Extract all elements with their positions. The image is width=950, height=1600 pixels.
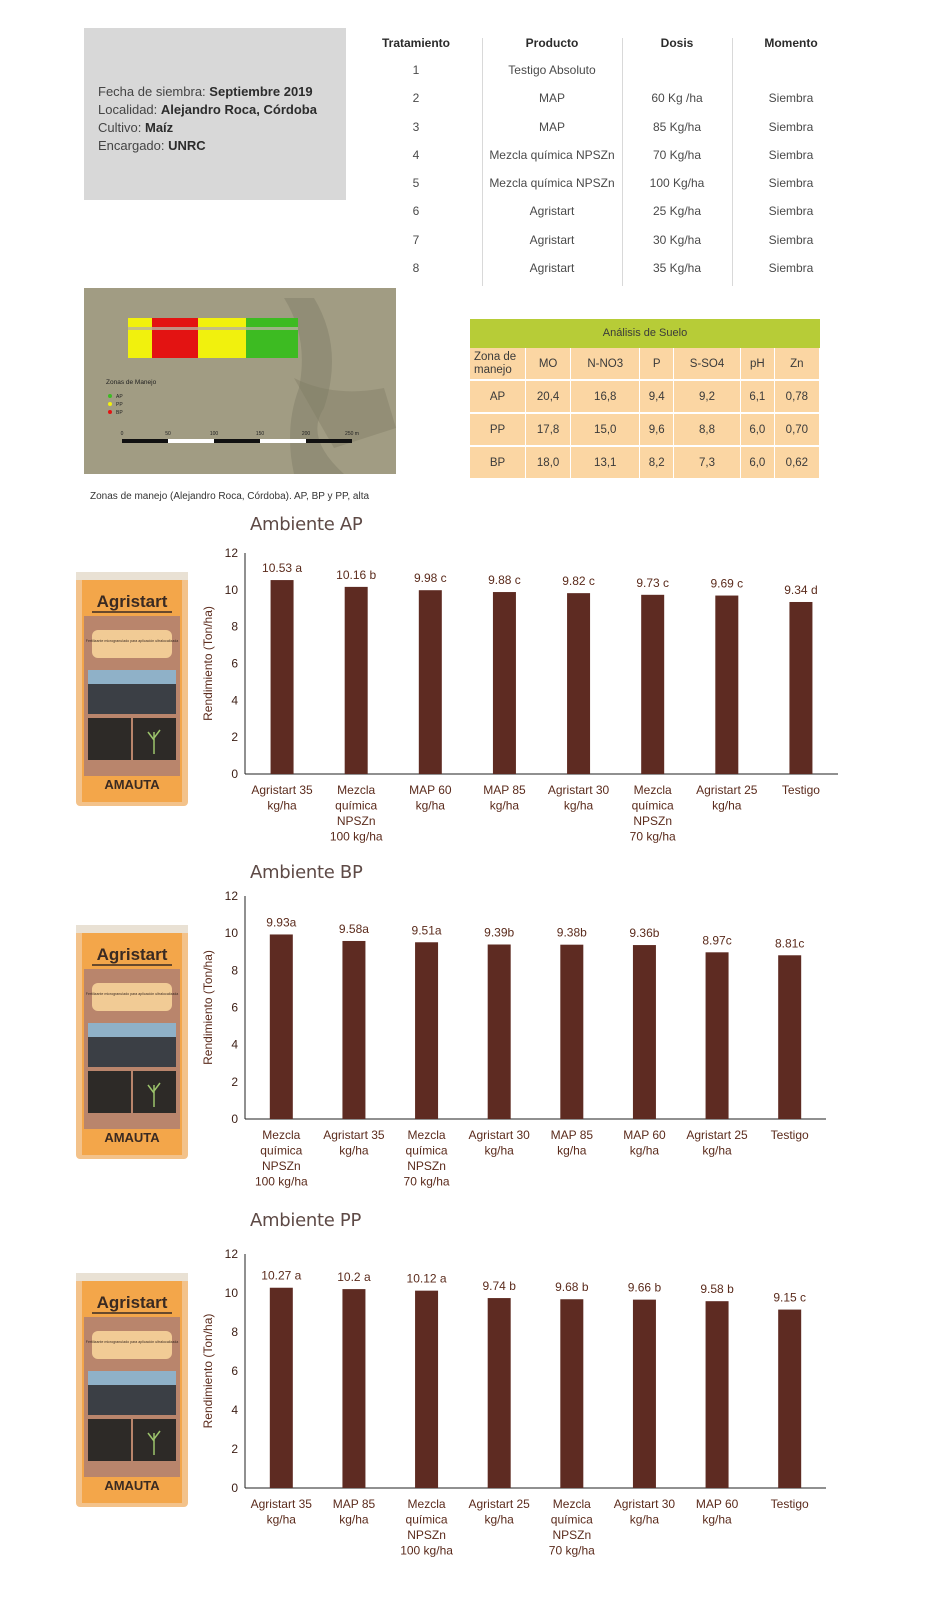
x-category-label: kg/ha	[339, 1512, 369, 1527]
soil-row	[470, 381, 820, 414]
bar-value-label: 9.69 c	[710, 576, 744, 591]
x-category-label: 70 kg/ha	[629, 829, 676, 844]
soil-cell: 0,62	[775, 447, 820, 480]
x-category-label: Testigo	[770, 1128, 809, 1142]
soil-header-cell: S-SO4	[674, 348, 741, 381]
y-tick-label: 8	[231, 1325, 238, 1339]
treatments-cell: 30 Kg/ha	[652, 232, 702, 247]
treatments-cell: MAP	[538, 119, 565, 134]
bag-photo-sky	[88, 670, 176, 684]
y-tick-label: 12	[224, 546, 238, 560]
soil-analysis-table	[470, 319, 820, 480]
treatments-cell: 35 Kg/ha	[652, 261, 702, 276]
y-tick-label: 10	[224, 1286, 238, 1300]
soil-header-cell: Zn	[775, 348, 820, 381]
zone-strips	[128, 318, 298, 358]
treatments-cell: 7	[412, 232, 420, 247]
treatments-cell: MAP	[538, 91, 565, 106]
bar	[633, 1300, 656, 1488]
encargado-line	[98, 137, 317, 155]
x-category-label: kg/ha	[484, 1143, 514, 1158]
x-category-label: MAP 85	[550, 1128, 594, 1142]
soil-table-title: Análisis de Suelo	[470, 319, 820, 348]
y-tick-label: 6	[231, 1364, 238, 1378]
x-category-label: NPSZn	[407, 1528, 446, 1542]
bag-photo-2	[88, 1419, 131, 1461]
x-category-label: MAP 60	[623, 1128, 666, 1142]
bag-brand-text: Agristart	[96, 945, 168, 964]
x-category-label: Agristart 30	[547, 783, 610, 797]
treatments-header-cell: Momento	[764, 36, 818, 50]
cultivo-label: Cultivo:	[98, 120, 142, 135]
bar-value-label: 9.74 b	[482, 1279, 516, 1294]
x-category-label: Mezcla	[552, 1497, 591, 1511]
treatments-cell: 5	[412, 176, 420, 191]
x-category-label: MAP 60	[695, 1497, 739, 1511]
x-category-label: Mezcla	[407, 1497, 446, 1511]
localidad-label: Localidad:	[98, 102, 158, 117]
encargado-label: Encargado:	[98, 138, 165, 153]
x-category-label: kg/ha	[267, 798, 297, 813]
soil-cell: 9,6	[640, 414, 674, 447]
bar	[493, 592, 516, 774]
soil-cell: 8,2	[640, 447, 674, 480]
y-tick-label: 10	[224, 582, 238, 597]
x-category-label: Testigo	[781, 783, 820, 797]
bar	[789, 602, 812, 774]
x-category-label: kg/ha	[629, 1143, 660, 1158]
legend-bp-label: BP	[116, 410, 123, 416]
x-category-label: química	[405, 1512, 448, 1527]
soil-cell: 16,8	[571, 381, 640, 414]
y-axis-label: Rendimiento (Ton/ha)	[201, 1313, 215, 1429]
treatments-cell: 100 Kg/ha	[649, 176, 705, 191]
chart-title-pp: Ambiente PP	[250, 1210, 362, 1231]
x-category-label: MAP 85	[332, 1497, 376, 1511]
x-category-label: MAP 85	[483, 783, 526, 797]
x-category-label: kg/ha	[484, 1512, 514, 1527]
bar-value-label: 9.38b	[556, 925, 587, 940]
bag-desc-box	[92, 630, 172, 658]
treatments-cell: 8	[412, 261, 420, 276]
x-category-label: Mezcla	[407, 1128, 446, 1142]
bar	[706, 1301, 729, 1488]
x-category-label: kg/ha	[563, 798, 594, 813]
bag-seal	[76, 1273, 188, 1281]
bar	[715, 596, 738, 774]
bag-photo-2	[88, 1071, 131, 1113]
x-category-label: Agristart 35	[251, 783, 313, 797]
x-category-label: 70 kg/ha	[403, 1174, 450, 1189]
bar-value-label: 9.15 c	[773, 1290, 807, 1305]
bar-value-label: 9.39b	[484, 925, 515, 940]
scale-label: 150	[255, 431, 265, 437]
soil-cell: 0,70	[775, 414, 820, 447]
yield-chart-pp	[190, 1247, 850, 1567]
treatments-cell: Siembra	[768, 119, 814, 134]
x-category-label: kg/ha	[712, 798, 742, 813]
bag-maker-text: AMAUTA	[104, 1478, 160, 1493]
treatments-cell: Siembra	[768, 147, 814, 162]
treatments-header-cell: Tratamiento	[381, 36, 450, 50]
y-tick-label: 4	[231, 1403, 238, 1417]
bar	[706, 952, 729, 1119]
bar	[415, 942, 438, 1119]
management-zones-map	[84, 288, 396, 474]
bag-brand-text: Agristart	[96, 1293, 168, 1312]
bar-value-label: 9.51a	[411, 923, 442, 938]
soil-header-cell: N-NO3	[571, 348, 640, 381]
soil-cell: 18,0	[526, 447, 571, 480]
scale-label: 250 m	[345, 431, 359, 437]
treatments-cell: Siembra	[768, 232, 814, 247]
encargado-value: UNRC	[168, 138, 206, 153]
treatments-column	[622, 30, 732, 292]
bag-brand-text: Agristart	[96, 592, 168, 611]
soil-header-cell: pH	[741, 348, 775, 381]
y-tick-label: 0	[231, 1112, 238, 1126]
treatments-column	[370, 30, 462, 292]
treatments-cell: Testigo Absoluto	[508, 63, 596, 77]
bag-desc-text: Fertilizante microgranulado para aplicación ultralocalizada	[85, 1340, 179, 1344]
zone-ap	[246, 318, 298, 358]
y-tick-label: 2	[231, 730, 238, 745]
treatments-cell: 2	[412, 91, 420, 106]
zone-pp	[198, 318, 246, 358]
soil-cell: 17,8	[526, 414, 571, 447]
bag-photo-sky	[88, 1371, 176, 1385]
treatments-cell: Mezcla química NPSZn	[489, 176, 615, 191]
cultivo-value: Maíz	[144, 120, 174, 135]
soil-row	[470, 414, 820, 447]
y-tick-label: 10	[224, 926, 238, 941]
bar	[778, 1310, 801, 1488]
x-category-label: kg/ha	[702, 1512, 732, 1527]
treatments-header-cell: Producto	[525, 36, 579, 50]
bag-photo-2	[88, 718, 131, 760]
x-category-label: kg/ha	[629, 1512, 660, 1527]
bar-value-label: 9.93a	[266, 915, 297, 930]
x-category-label: Mezcla	[262, 1128, 301, 1142]
bar-value-label: 10.53 a	[262, 561, 303, 576]
bar	[270, 1288, 293, 1488]
y-axis-label: Rendimiento (Ton/ha)	[201, 950, 215, 1065]
bar-value-label: 8.81c	[775, 936, 805, 951]
x-category-label: Agristart 30	[613, 1497, 676, 1511]
y-tick-label: 6	[231, 1000, 238, 1015]
bar-value-label: 9.98 c	[413, 571, 447, 586]
bag-seal	[76, 572, 188, 580]
x-category-label: química	[631, 798, 674, 813]
x-category-label: kg/ha	[702, 1143, 732, 1158]
bar-value-label: 9.36b	[629, 926, 660, 941]
soil-cell: 7,3	[674, 447, 741, 480]
bar-value-label: 10.16 b	[336, 567, 377, 582]
x-category-label: química	[405, 1143, 448, 1158]
fecha-value: Septiembre 2019	[209, 84, 313, 99]
agristart-bag-image	[70, 925, 194, 1163]
x-category-label: kg/ha	[557, 1143, 587, 1158]
x-category-label: 100 kg/ha	[254, 1174, 308, 1189]
bar	[270, 934, 293, 1119]
y-tick-label: 4	[231, 1037, 238, 1052]
soil-cell: 15,0	[571, 414, 640, 447]
y-tick-label: 6	[231, 656, 238, 671]
bar-value-label: 9.68 b	[555, 1280, 589, 1295]
x-category-label: NPSZn	[552, 1528, 592, 1542]
soil-cell: PP	[470, 414, 526, 447]
soil-cell: 6,1	[741, 381, 775, 414]
x-category-label: Testigo	[770, 1497, 809, 1511]
bar-value-label: 10.27 a	[261, 1268, 302, 1283]
bag-maker-text: AMAUTA	[104, 1130, 160, 1145]
y-tick-label: 2	[231, 1442, 238, 1456]
x-category-label: química	[335, 798, 378, 813]
bar-value-label: 8.97c	[702, 933, 732, 948]
treatments-cell: 70 Kg/ha	[652, 147, 702, 162]
trial-info-lines	[98, 83, 317, 155]
bar-value-label: 9.66 b	[627, 1280, 662, 1295]
bar-value-label: 10.2 a	[337, 1270, 371, 1285]
y-tick-label: 4	[231, 693, 238, 708]
treatments-cell: Agristart	[529, 261, 575, 276]
bar-value-label: 9.34 d	[784, 582, 818, 597]
zone-divider	[128, 327, 298, 330]
scale-label: 200	[301, 431, 311, 437]
map-legend-title: Zonas de Manejo	[106, 379, 157, 386]
bar-value-label: 9.82 c	[562, 574, 595, 589]
x-category-label: kg/ha	[415, 798, 445, 813]
map-drawing	[84, 288, 396, 474]
y-tick-label: 12	[224, 1247, 238, 1261]
bag-desc-box	[92, 983, 172, 1011]
x-category-label: Mezcla	[337, 783, 376, 797]
y-tick-label: 8	[231, 963, 238, 978]
bar-value-label: 9.58a	[338, 921, 369, 936]
bar	[415, 1291, 438, 1488]
soil-header-cell: P	[640, 348, 674, 381]
y-tick-label: 12	[224, 889, 238, 903]
bar-value-label: 10.12 a	[406, 1271, 447, 1286]
soil-cell: AP	[470, 381, 526, 414]
bar	[342, 941, 365, 1119]
y-tick-label: 8	[231, 619, 238, 634]
x-category-label: Agristart 35	[323, 1128, 385, 1142]
zone-bp	[152, 318, 198, 358]
localidad-line	[98, 101, 317, 119]
bag-desc-box	[92, 1331, 172, 1359]
fecha-label: Fecha de siembra:	[98, 84, 206, 99]
x-category-label: Agristart 30	[468, 1128, 530, 1142]
y-axis-label: Rendimiento (Ton/ha)	[201, 606, 215, 721]
bar	[488, 945, 511, 1119]
scale-label: 100	[209, 431, 219, 437]
treatments-cell: Siembra	[768, 204, 814, 219]
scale-bar	[122, 439, 352, 443]
treatments-cell: 85 Kg/ha	[652, 119, 702, 134]
treatments-cell: Agristart	[529, 204, 575, 219]
soil-cell: 6,0	[741, 414, 775, 447]
treatments-table	[370, 30, 850, 292]
x-category-label: kg/ha	[489, 798, 520, 813]
x-category-label: kg/ha	[339, 1143, 369, 1158]
bar	[488, 1298, 511, 1488]
legend-bp-dot	[108, 410, 112, 414]
soil-cell: 6,0	[741, 447, 775, 480]
x-category-label: MAP 60	[409, 783, 452, 797]
bar	[633, 945, 656, 1119]
x-category-label: 100 kg/ha	[400, 1543, 453, 1558]
y-tick-label: 0	[231, 767, 238, 781]
soil-cell: 8,8	[674, 414, 741, 447]
treatments-cell: 3	[412, 119, 420, 134]
x-category-label: kg/ha	[266, 1512, 296, 1527]
bar-value-label: 9.58 b	[700, 1282, 734, 1297]
bag-desc-text: Fertilizante microgranulado para aplicación ultralocalizada	[85, 639, 179, 643]
treatments-cell: Siembra	[768, 261, 814, 276]
treatments-cell: Agristart	[529, 232, 575, 247]
soil-cell: 0,78	[775, 381, 820, 414]
bar-value-label: 9.88 c	[488, 573, 521, 588]
soil-cell: 20,4	[526, 381, 571, 414]
treatments-cell: 60 Kg /ha	[651, 91, 703, 106]
soil-cell: 9,4	[640, 381, 674, 414]
soil-cell: 13,1	[571, 447, 640, 480]
soil-cell: 9,2	[674, 381, 741, 414]
bar	[560, 1299, 583, 1488]
soil-cell: BP	[470, 447, 526, 480]
trial-info-box	[84, 28, 346, 200]
bar	[345, 587, 368, 774]
bar	[419, 590, 442, 774]
x-category-label: NPSZn	[261, 1159, 301, 1173]
treatments-cell: 6	[412, 204, 420, 219]
zone-ap-pp	[128, 318, 152, 358]
x-category-label: Agristart 25	[468, 1497, 530, 1511]
legend-ap-dot	[108, 394, 112, 398]
y-tick-label: 2	[231, 1074, 238, 1089]
localidad-value: Alejandro Roca, Córdoba	[160, 102, 317, 117]
x-category-label: NPSZn	[336, 814, 376, 828]
treatments-cell: Siembra	[768, 176, 814, 191]
agristart-bag-image	[70, 1273, 194, 1511]
x-category-label: NPSZn	[633, 814, 673, 828]
treatments-cell	[732, 56, 850, 84]
x-category-label: Agristart 25	[686, 1128, 748, 1142]
x-category-label: química	[550, 1512, 593, 1527]
legend-pp-label: PP	[116, 402, 123, 408]
treatments-cell: Mezcla química NPSZn	[489, 147, 615, 162]
y-tick-label: 0	[231, 1481, 238, 1495]
chart-title-bp: Ambiente BP	[250, 862, 363, 883]
bar	[560, 945, 583, 1119]
chart-title-ap: Ambiente AP	[250, 514, 363, 535]
x-category-label: 70 kg/ha	[548, 1543, 595, 1558]
legend-ap-label: AP	[116, 394, 123, 400]
x-category-label: 100 kg/ha	[329, 829, 383, 844]
yield-chart-ap	[190, 545, 850, 855]
bag-photo-sky	[88, 1023, 176, 1037]
bar	[641, 595, 664, 774]
yield-chart-bp	[190, 890, 850, 1200]
soil-row	[470, 447, 820, 480]
treatments-cell: 1	[412, 63, 420, 77]
treatments-cell: 25 Kg/ha	[652, 204, 702, 219]
treatments-header-cell: Dosis	[660, 36, 694, 50]
bar	[342, 1289, 365, 1488]
treatments-cell: 4	[412, 147, 420, 162]
x-category-label: Agristart 25	[696, 783, 758, 797]
treatments-cell	[622, 56, 732, 84]
bar	[778, 955, 801, 1119]
bag-seal	[76, 925, 188, 933]
agristart-bag-image	[70, 572, 194, 810]
scale-label: 50	[165, 431, 171, 437]
x-category-label: Mezcla	[633, 783, 672, 797]
x-category-label: Agristart 35	[250, 1497, 312, 1511]
legend-pp-dot	[108, 402, 112, 406]
bar	[271, 580, 294, 774]
soil-header-cell: Zona de manejo	[470, 348, 526, 381]
fecha-line	[98, 83, 317, 101]
x-category-label: química	[260, 1143, 303, 1158]
map-caption: Zonas de manejo (Alejandro Roca, Córdoba). AP, BP y PP, alta	[90, 491, 370, 502]
treatments-column	[482, 30, 622, 292]
soil-header-cell: MO	[526, 348, 571, 381]
x-category-label: NPSZn	[407, 1159, 446, 1173]
treatments-column	[732, 30, 850, 292]
bar-value-label: 9.73 c	[636, 575, 670, 590]
bag-desc-text: Fertilizante microgranulado para aplicación ultralocalizada	[85, 992, 179, 996]
cultivo-line	[98, 119, 317, 137]
treatments-cell: Siembra	[768, 91, 814, 106]
bag-maker-text: AMAUTA	[104, 777, 160, 792]
bar	[567, 593, 590, 774]
scale-label: 0	[120, 431, 124, 437]
